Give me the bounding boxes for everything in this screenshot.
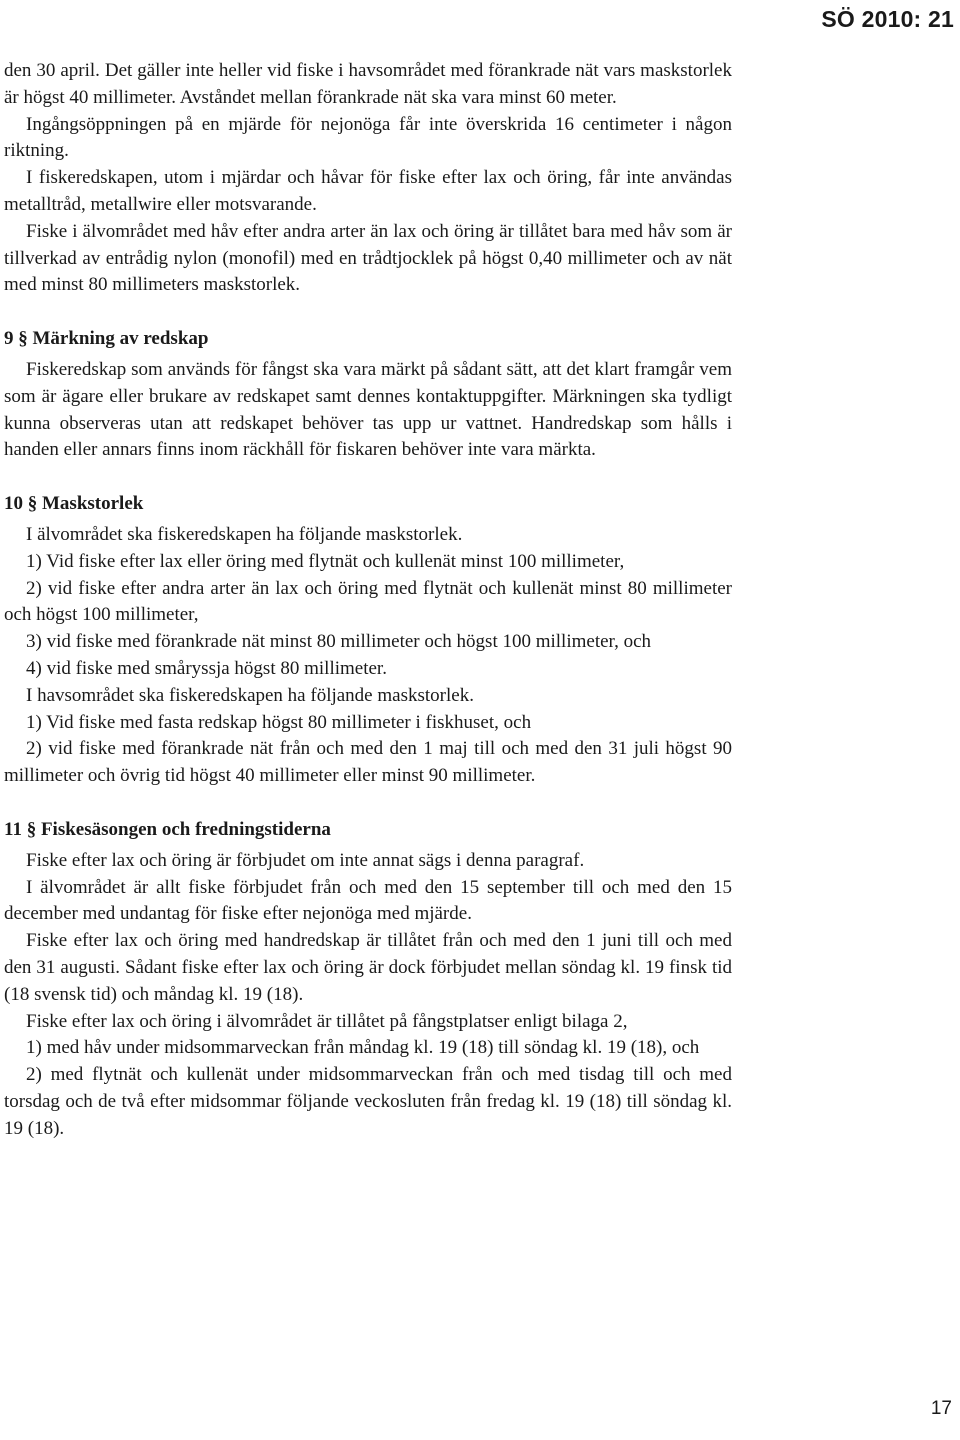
paragraph: I älvområdet är allt fiske förbjudet från och med den 15 september till och med den 15 december med undantag för fiske efter nejonöga med mjärde.: [4, 876, 732, 925]
list-item: 1) med håv under midsommarveckan från måndag kl. 19 (18) till söndag kl. 19 (18), och: [26, 1037, 700, 1059]
paragraph: Fiske efter lax och öring är förbjudet om inte annat sägs i denna paragraf.: [26, 849, 585, 871]
list-item: 2) vid fiske efter andra arter än lax och öring med flytnät och kullenät minst 80 millimeter och högst 100 millimeter,: [4, 577, 732, 626]
paragraph: Ingångsöppningen på en mjärde för nejonöga får inte överskrida 16 centimeter i någon riktning.: [4, 113, 732, 162]
paragraph: Fiske i älvområdet med håv efter andra arter än lax och öring är tillåtet bara med håv som är tillverkad av entrådig nylon (monofil) med en trådtjocklek på högst 0,40 millimeter och av nät med minst 80 millimeters maskstorlek.: [4, 220, 732, 296]
page-number: 17: [930, 1398, 952, 1419]
document-body: [4, 58, 732, 1142]
section-9: [4, 326, 732, 464]
section-heading: 9 § Märkning av redskap: [4, 328, 209, 350]
list-item: 1) Vid fiske efter lax eller öring med flytnät och kullenät minst 100 millimeter,: [26, 550, 625, 572]
intro-text: [4, 58, 732, 299]
document-reference: SÖ 2010: 21: [821, 6, 954, 32]
paragraph: I havsområdet ska fiskeredskapen ha följande maskstorlek.: [26, 684, 474, 706]
paragraph: I älvområdet ska fiskeredskapen ha följande maskstorlek.: [26, 523, 463, 545]
list-item: 2) med flytnät och kullenät under midsommarveckan från och med tisdag till och med torsdag och de två efter midsommar följande veckosluten från fredag kl. 19 (18) till söndag kl. 19 (18).: [4, 1064, 732, 1139]
paragraph: I fiskeredskapen, utom i mjärdar och håvar för fiske efter lax och öring, får inte användas metalltråd, metallwire eller motsvarande.: [4, 167, 732, 215]
list-item: 4) vid fiske med småryssja högst 80 millimeter.: [26, 657, 387, 679]
paragraph: Fiske efter lax och öring med handredskap är tillåtet från och med den 1 juni till och med den 31 augusti. Sådant fiske efter lax och öring är dock förbjudet mellan söndag kl. 19 finsk tid (18 svensk tid) och måndag kl. 19 (18).: [4, 930, 732, 1005]
paragraph: Fiske efter lax och öring i älvområdet är tillåtet på fångstplatser enligt bilaga 2,: [26, 1010, 628, 1032]
paragraph: Fiskeredskap som används för fångst ska vara märkt på sådant sätt, att det klart framgår vem som är ägare eller brukare av redskapet samt dennes kontaktuppgifter. Märkningen ska tydligt kunna observeras utan att redskapet behöver tas upp ur vattnet. Handredskap som hålls i handen eller annars finns inom räckhåll för fiskaren behöver inte vara märkta.: [4, 358, 732, 461]
section-10: [4, 491, 732, 790]
section-heading: 11 § Fiskesäsongen och fredningstiderna: [4, 818, 331, 840]
list-item: 3) vid fiske med förankrade nät minst 80 millimeter och högst 100 millimeter, och: [26, 631, 652, 653]
section-11: [4, 817, 732, 1143]
list-item: 1) Vid fiske med fasta redskap högst 80 millimeter i fiskhuset, och: [26, 711, 532, 733]
paragraph: den 30 april. Det gäller inte heller vid fiske i havsområdet med förankrade nät vars maskstorlek är högst 40 millimeter. Avståndet mellan förankrade nät ska vara minst 60 meter.: [4, 60, 732, 108]
section-heading: 10 § Maskstorlek: [4, 493, 144, 515]
list-item: 2) vid fiske med förankrade nät från och med den 1 maj till och med den 31 juli högst 90 millimeter och övrig tid högst 40 millimeter eller minst 90 millimeter.: [4, 738, 732, 787]
